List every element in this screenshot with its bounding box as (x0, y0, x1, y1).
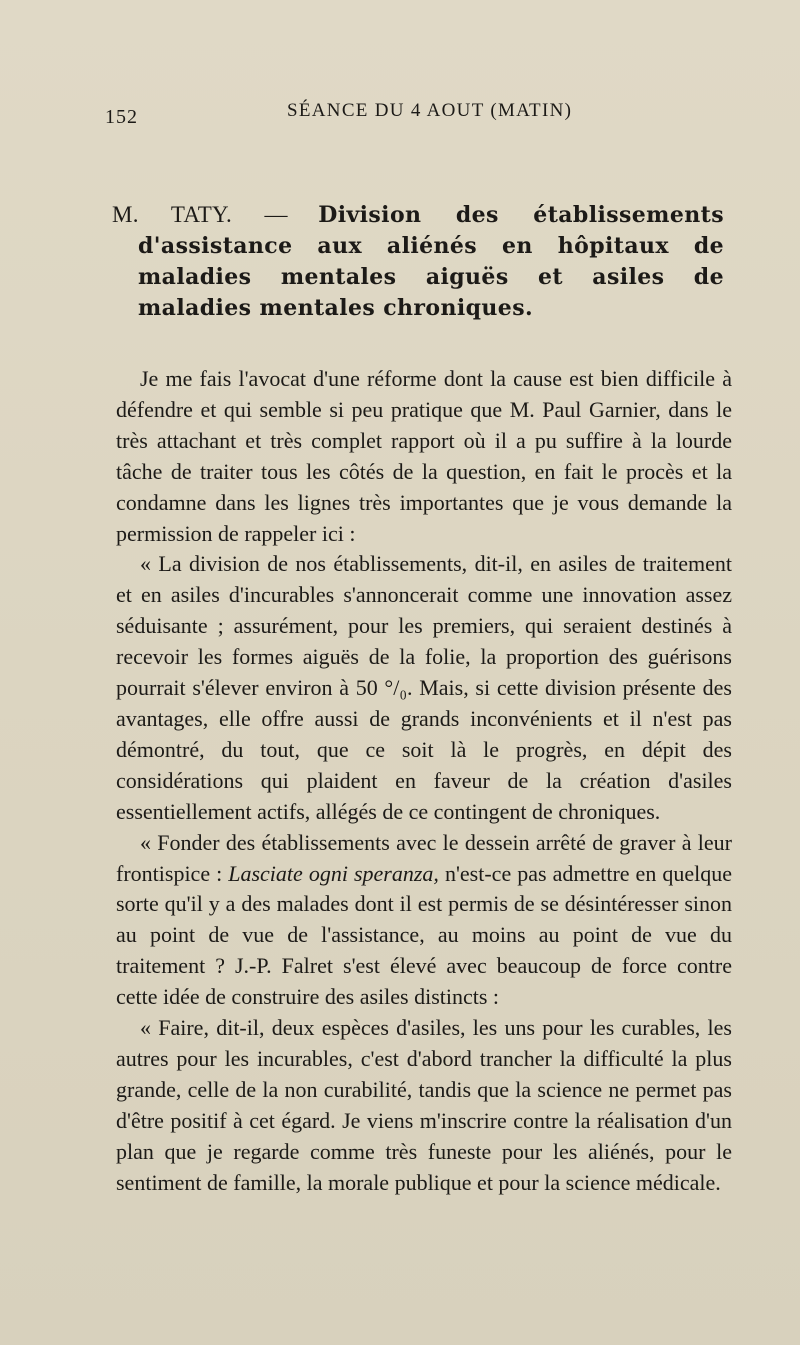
paragraph-text: « Fonder des établissements avec le dessein arrêté de graver à leur frontispice : (116, 829, 732, 886)
running-head: SÉANCE DU 4 AOUT (MATIN) (287, 100, 573, 121)
quote-paragraph: « La division de nos établissements, dit-il, en asiles de traitement et en asiles d'incurables s'annoncerait comme une innovation assez séduisante ; assurément, pour les premiers, qui seraient destinés à recevoir les formes aiguës de la folie, la proportion des guérisons pourrait s'élever environ à 50 °/₀. Mais, si cette division présente des avantages, elle offre aussi de grands inconvénients et il n'est pas démontré, du tout, que ce soit là le progrès, en dépit des considérations qui plaident en faveur de la création d'asiles essentiellement actifs, allégés de ce contingent de chroniques. (116, 551, 732, 824)
paragraph: Je me fais l'avocat d'une réforme dont la cause est bien difficile à défendre et qui semble si peu pratique que M. Paul Garnier, dans le très attachant et très complet rapport où il a pu suffire à la lourde tâche de traiter tous les côtés de la question, en fait le procès et la condamne dans les lignes très importantes que je vous demande la permission de rappeler ici : (116, 366, 732, 546)
page-number: 152 (105, 106, 138, 128)
body-text (116, 364, 732, 1198)
quote-paragraph (116, 828, 732, 1013)
section-title: Division des établissements d'assistance aux aliénés en hôpitaux de maladies mentales aiguës et asiles de maladies mentales chroniques. (138, 202, 724, 321)
italic-quote: Lasciate ogni speranza, (228, 860, 439, 886)
section-heading-block (112, 200, 724, 325)
paragraph-text: n'est-ce pas admettre en quelque sorte qu'il y a des malades dont il est permis de se désintéresser sinon au point de vue de l'assistance, au moins au point de vue du traitement ? J.-P. Falret s'est élevé avec beaucoup de force contre cette idée de construire des asiles distincts : (116, 860, 732, 1010)
quote-paragraph: « Faire, dit-il, deux espèces d'asiles, les uns pour les curables, les autres pour les incurables, c'est d'abord trancher la difficulté la plus grande, celle de la non curabilité, tandis que la science ne permet pas d'être positif à cet égard. Je viens m'inscrire contre la réalisation d'un plan que je regarde comme très funeste pour les aliénés, pour le sentiment de famille, la morale publique et pour la science médicale. (116, 1015, 732, 1195)
section-author: M. TATY. — (112, 202, 288, 227)
page-header (105, 100, 745, 134)
section-heading (112, 200, 724, 325)
